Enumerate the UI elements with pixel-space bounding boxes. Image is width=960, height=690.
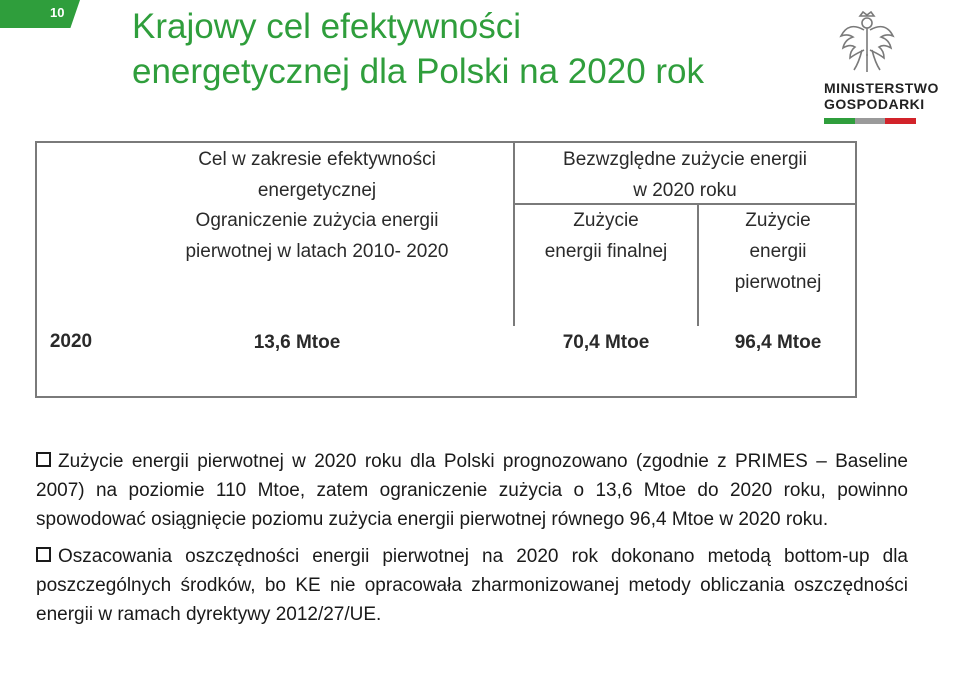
year-cell: 2020 — [49, 331, 93, 352]
primary-energy-header: Zużycie energii pierwotnej — [734, 210, 822, 293]
logo-color-bar — [824, 118, 916, 124]
final-energy-value: 70,4 Mtoe — [562, 332, 650, 353]
logo-text-line2: GOSPODARKI — [824, 96, 925, 112]
primary-energy-value: 96,4 Mtoe — [734, 332, 822, 353]
limit-cell: 13,6 Mtoe — [253, 332, 341, 353]
page-title — [132, 4, 812, 94]
logo-text-line1: MINISTERSTWO — [824, 80, 939, 96]
target-header: Cel w zakresie efektywności energetycznej — [198, 149, 436, 201]
final-energy-header: Zużycie energii finalnej — [544, 210, 668, 262]
absolute-consumption-header: Bezwzględne zużycie energii w 2020 roku — [563, 149, 807, 201]
checkbox-bullet-icon — [36, 452, 51, 467]
bullet-list — [36, 447, 908, 637]
title-line-2: energetycznej dla Polski na 2020 rok — [132, 52, 705, 91]
target-subheader: Ograniczenie zużycia energii pierwotnej w latach 2010- 2020 — [185, 210, 449, 262]
slide-number: 10 — [50, 5, 65, 20]
slide-number-tab — [0, 0, 80, 28]
ministry-logo — [820, 10, 950, 125]
checkbox-bullet-icon — [36, 547, 51, 562]
list-item: Oszacowania oszczędności energii pierwotnej na 2020 rok dokonano metodą bottom-up dla poszczególnych środków, bo KE nie opracowała zharmonizowanej metody obliczania oszczędności energii w ramach dyrektywy 2012/27/UE. — [36, 546, 908, 625]
list-item: Zużycie energii pierwotnej w 2020 roku dla Polski prognozowano (zgodnie z PRIMES – Baseline 2007) na poziomie 110 Mtoe, zatem ograniczenie zużycia o 13,6 Mtoe do 2020 roku, powinno spowodować osiągnięcie poziomu zużycia energii pierwotnej równego 96,4 Mtoe w 2020 roku. — [36, 451, 908, 530]
title-line-1: Krajowy cel efektywności — [132, 7, 522, 46]
eagle-emblem-icon — [838, 10, 896, 74]
efficiency-target-table — [35, 141, 857, 398]
